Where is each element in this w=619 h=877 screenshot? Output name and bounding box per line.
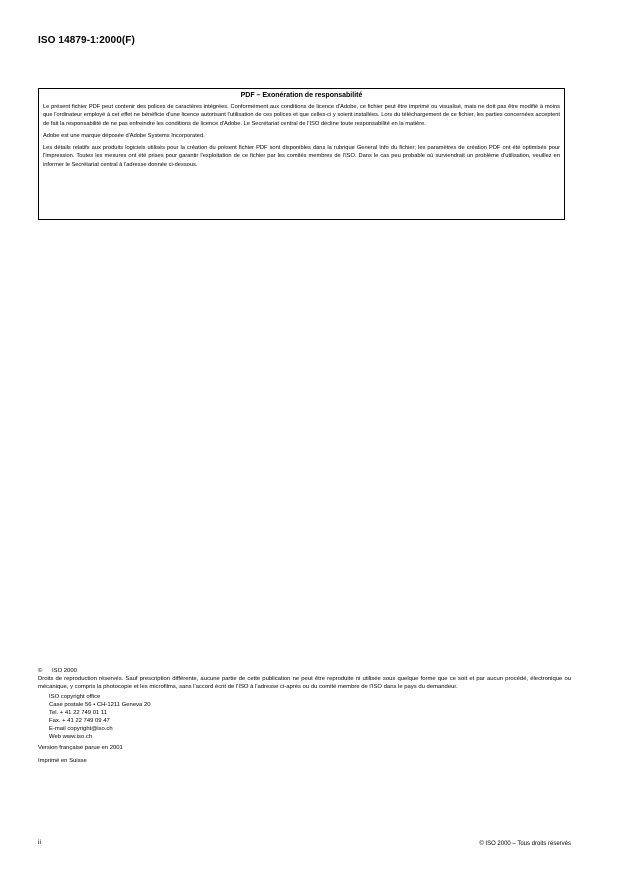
office-email: E-mail copyright@iso.ch xyxy=(49,726,113,732)
copyright-heading xyxy=(38,667,571,675)
reproduction-rights-text: Droits de reproduction réservés. Sauf prescription différente, aucune partie de cette publication ne peut être reproduite ni utilisée sous quelque forme que ce soit et par aucun procédé, électronique ou mécanique, y compris la photocopie et les microfilms, sans l'accord écrit de l'ISO à l'adresse ci-après ou du comité membre de l'ISO dans le pays du demandeur. xyxy=(38,676,571,690)
office-postal-address: Case postale 56 • CH-1211 Geneva 20 xyxy=(49,702,151,708)
copyright-symbol: © xyxy=(38,668,43,674)
page-number: ii xyxy=(38,839,41,846)
version-line: Version française parue en 2001 xyxy=(38,745,123,751)
document-id: ISO 14879-1:2000(F) xyxy=(38,35,135,46)
office-web: Web www.iso.ch xyxy=(49,734,93,740)
disclaimer-paragraph-software: Les détails relatifs aux produits logiciels utilisés pour la création du présent fichier PDF sont disponibles dans la rubrique General Info du fichier; les paramètres de création PDF ont été optimisés pour l'impression. Toutes les mesures ont été prises pour garantir l'exploitation de ce fichier par les comités membres de l'ISO. Dans le cas peu probable où surviendrait un problème d'utilisation, veuillez en informer le Secrétariat central à l'adresse donnée ci-dessous. xyxy=(43,145,560,168)
disclaimer-paragraph-fonts: Le présent fichier PDF peut contenir des polices de caractères intégrées. Conformément aux conditions de licence d'Adobe, ce fichier peut être imprimé ou visualisé, mais ne doit pas être modifié à moins que l'ordinateur employé à cet effet ne bénéficie d'une licence autorisant l'utilisation de ces polices et que celles-ci y soient installées. Lors du téléchargement de ce fichier, les parties concernées acceptent de fait la responsabilité de ne pas enfreindre les conditions de licence d'Adobe. Le Secrétariat central de l'ISO décline toute responsabilité en la matière. xyxy=(43,104,560,127)
disclaimer-title: PDF – Exonération de responsabilité xyxy=(240,92,363,99)
footer-copyright: © ISO 2000 – Tous droits réservés xyxy=(479,841,571,847)
office-telephone: Tel. + 41 22 749 01 11 xyxy=(49,710,108,716)
disclaimer-paragraph-trademark: Adobe est une marque déposée d'Adobe Systems Incorporated. xyxy=(43,132,205,139)
copyright-office-address xyxy=(49,693,571,741)
pdf-disclaimer-box xyxy=(38,88,565,220)
office-fax: Fax. + 41 22 749 09 47 xyxy=(49,718,110,724)
printed-line: Imprimé en Suisse xyxy=(38,758,87,764)
office-name: ISO copyright office xyxy=(49,694,101,700)
copyright-block xyxy=(38,667,571,765)
copyright-year: ISO 2000 xyxy=(52,668,77,674)
